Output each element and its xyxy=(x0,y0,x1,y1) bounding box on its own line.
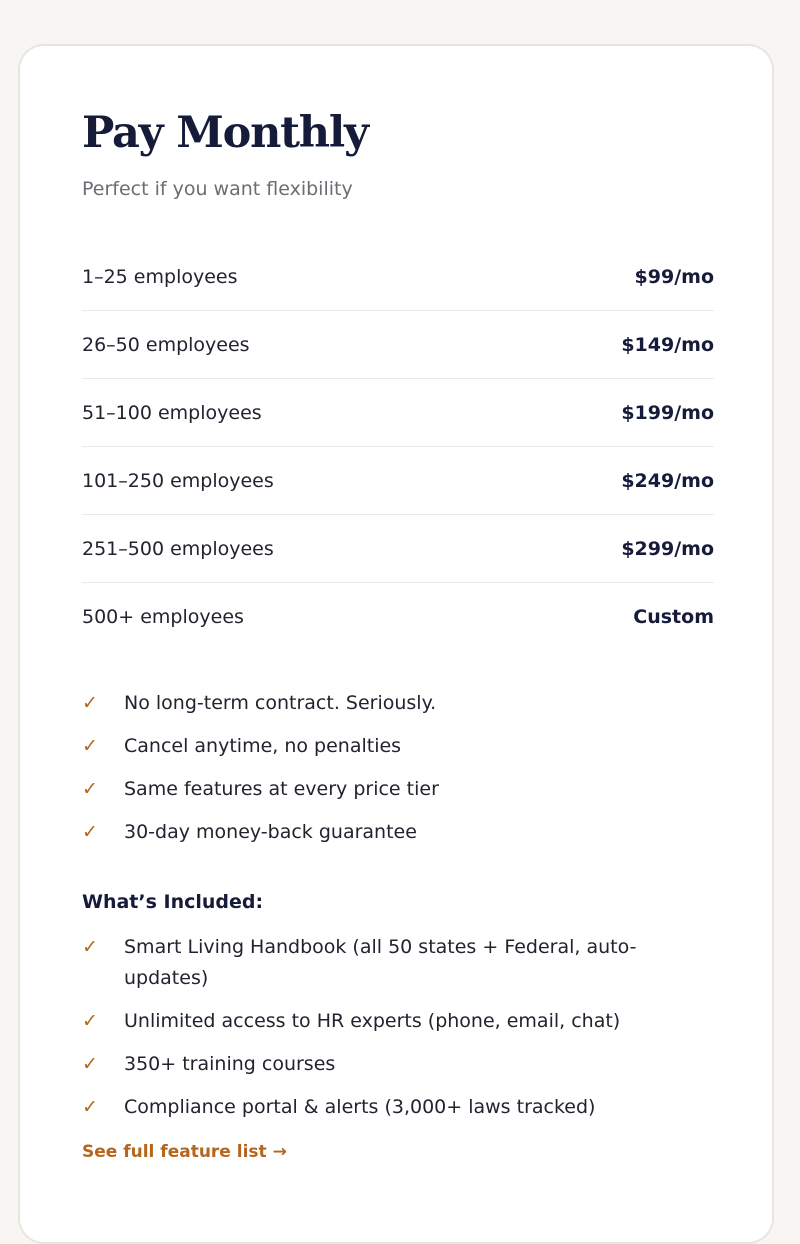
tier-price: $149/mo xyxy=(621,333,714,356)
list-item xyxy=(82,774,714,805)
perk-text: 30-day money-back guarantee xyxy=(124,821,417,843)
check-icon: ✓ xyxy=(82,1096,98,1118)
check-icon: ✓ xyxy=(82,821,98,843)
list-item xyxy=(82,1006,714,1037)
pricing-tier-row xyxy=(82,243,714,311)
tier-price: $199/mo xyxy=(621,401,714,424)
perk-text: No long-term contract. Seriously. xyxy=(124,692,437,714)
pricing-tier-row xyxy=(82,583,714,651)
feature-text: 350+ training courses xyxy=(124,1053,336,1075)
plan-subtitle: Perfect if you want flexibility xyxy=(82,178,353,200)
feature-text: Smart Living Handbook (all 50 states + Federal, auto-updates) xyxy=(124,936,637,989)
check-icon: ✓ xyxy=(82,936,98,958)
plan-title: Pay Monthly xyxy=(82,108,368,158)
list-item xyxy=(82,817,714,848)
check-icon: ✓ xyxy=(82,735,98,757)
pricing-tier-row xyxy=(82,311,714,379)
included-features-list xyxy=(82,932,714,1135)
check-icon: ✓ xyxy=(82,692,98,714)
check-icon: ✓ xyxy=(82,1010,98,1032)
perk-text: Same features at every price tier xyxy=(124,778,439,800)
tier-price: $299/mo xyxy=(621,537,714,560)
perk-text: Cancel anytime, no penalties xyxy=(124,735,402,757)
list-item xyxy=(82,688,714,719)
tier-price: $249/mo xyxy=(621,469,714,492)
tier-label: 500+ employees xyxy=(82,606,244,628)
feature-text: Compliance portal & alerts (3,000+ laws tracked) xyxy=(124,1096,596,1118)
pricing-card xyxy=(18,44,774,1244)
feature-text: Unlimited access to HR experts (phone, email, chat) xyxy=(124,1010,621,1032)
tier-label: 26–50 employees xyxy=(82,333,250,356)
list-item xyxy=(82,731,714,762)
pricing-tier-row xyxy=(82,515,714,583)
see-full-feature-list-link[interactable]: See full feature list → xyxy=(82,1142,287,1162)
pricing-tier-list xyxy=(82,243,714,651)
tier-label: 51–100 employees xyxy=(82,401,262,424)
list-item xyxy=(82,1092,714,1123)
check-icon: ✓ xyxy=(82,778,98,800)
check-icon: ✓ xyxy=(82,1053,98,1075)
included-heading: What’s Included: xyxy=(82,891,264,913)
tier-label: 251–500 employees xyxy=(82,537,274,560)
list-item xyxy=(82,932,714,994)
tier-label: 1–25 employees xyxy=(82,265,238,288)
perks-list xyxy=(82,688,714,860)
pricing-tier-row xyxy=(82,379,714,447)
tier-price: Custom xyxy=(633,606,714,628)
tier-label: 101–250 employees xyxy=(82,469,274,492)
list-item xyxy=(82,1049,714,1080)
pricing-tier-row xyxy=(82,447,714,515)
tier-price: $99/mo xyxy=(634,265,714,288)
